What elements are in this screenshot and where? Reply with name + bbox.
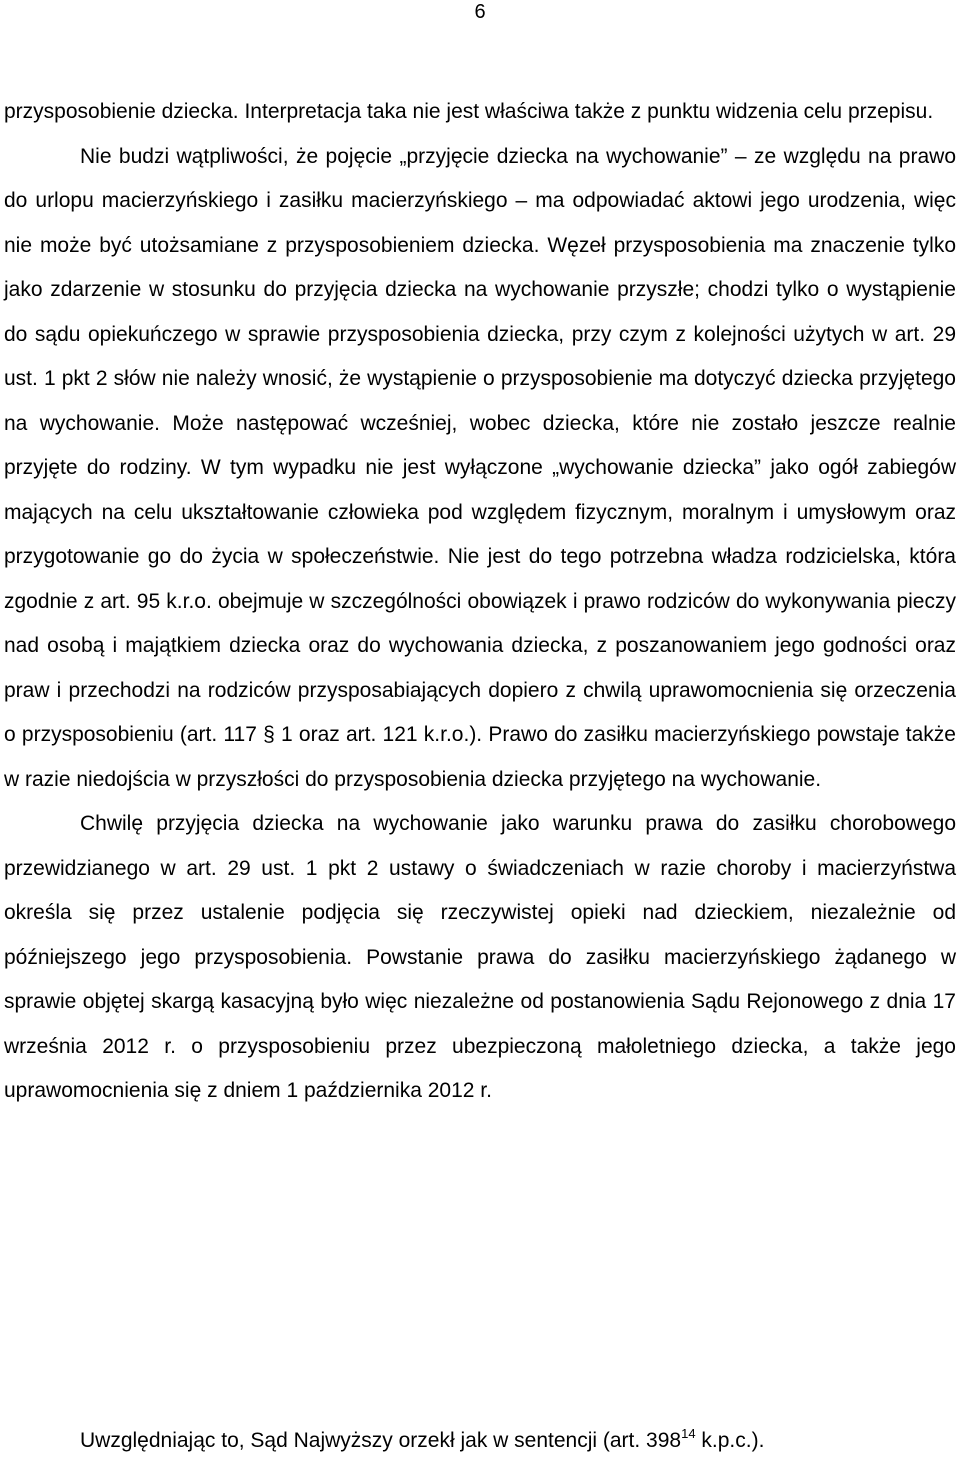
page-number: 6 (474, 1, 486, 23)
document-body (4, 90, 956, 1114)
paragraph-1: przysposobienie dziecka. Interpretacja taka nie jest właściwa także z punktu widzenia celu przepisu. (4, 100, 934, 123)
paragraph-2: Nie budzi wątpliwości, że pojęcie „przyjęcie dziecka na wychowanie” – ze względu na prawo do urlopu macierzyńskiego i zasiłku macierzyńskiego – ma odpowiadać aktowi jego urodzenia, więc nie może być utożsamiane z przysposobieniem dziecka. Węzeł przysposobienia ma znaczenie tylko jako zdarzenie w stosunku do przyjęcia dziecka na wychowanie przyszłe; chodzi tylko o wystąpienie do sądu opiekuńczego w sprawie przysposobienia dziecka, przy czym z kolejności użytych w art. 29 ust. 1 pkt 2 słów nie należy wnosić, że wystąpienie o przysposobienie ma dotyczyć dziecka przyjętego na wychowanie. Może następować wcześniej, wobec dziecka, które nie zostało jeszcze realnie przyjęte do rodziny. W tym wypadku nie jest wyłączone „wychowanie dziecka” jako ogół zabiegów mających na celu ukształtowanie człowieka pod względem fizycznym, moralnym i umysłowym oraz przygotowanie go do życia w społeczeństwie. Nie jest do tego potrzebna władza rodzicielska, która zgodnie z art. 95 k.r.o. obejmuje w szczególności obowiązek i prawo rodziców do wykonywania pieczy nad osobą i majątkiem dziecka oraz do wychowania dziecka, z poszanowaniem jego godności oraz praw i przechodzi na rodziców przysposabiających dopiero z chwilą uprawomocnienia się orzeczenia o przysposobieniu (art. 117 § 1 oraz art. 121 k.r.o.). Prawo do zasiłku macierzyńskiego powstaje także w razie niedojścia w przyszłości do przysposobienia dziecka przyjętego na wychowanie. (4, 144, 956, 791)
article-superscript: 14 (681, 1426, 696, 1441)
ruling-sentence (80, 1426, 960, 1456)
ruling-sentence-end: k.p.c.). (695, 1429, 765, 1452)
paragraph-3: Chwilę przyjęcia dziecka na wychowanie jako warunku prawa do zasiłku chorobowego przewidzianego w art. 29 ust. 1 pkt 2 ustawy o świadczeniach w razie choroby i macierzyństwa określa się przez ustalenie podjęcia się rzeczywistej opieki nad dzieckiem, niezależnie od późniejszego jego przysposobienia. Powstanie prawa do zasiłku macierzyńskiego żądanego w sprawie objętej skargą kasacyjną było więc niezależne od postanowienia Sądu Rejonowego z dnia 17 września 2012 r. o przysposobieniu przez ubezpieczoną małoletniego dziecka, a także jego uprawomocnienia się z dniem 1 października 2012 r. (4, 812, 956, 1102)
ruling-sentence-text: Uwzględniając to, Sąd Najwyższy orzekł jak w sentencji (art. 398 (80, 1429, 682, 1452)
